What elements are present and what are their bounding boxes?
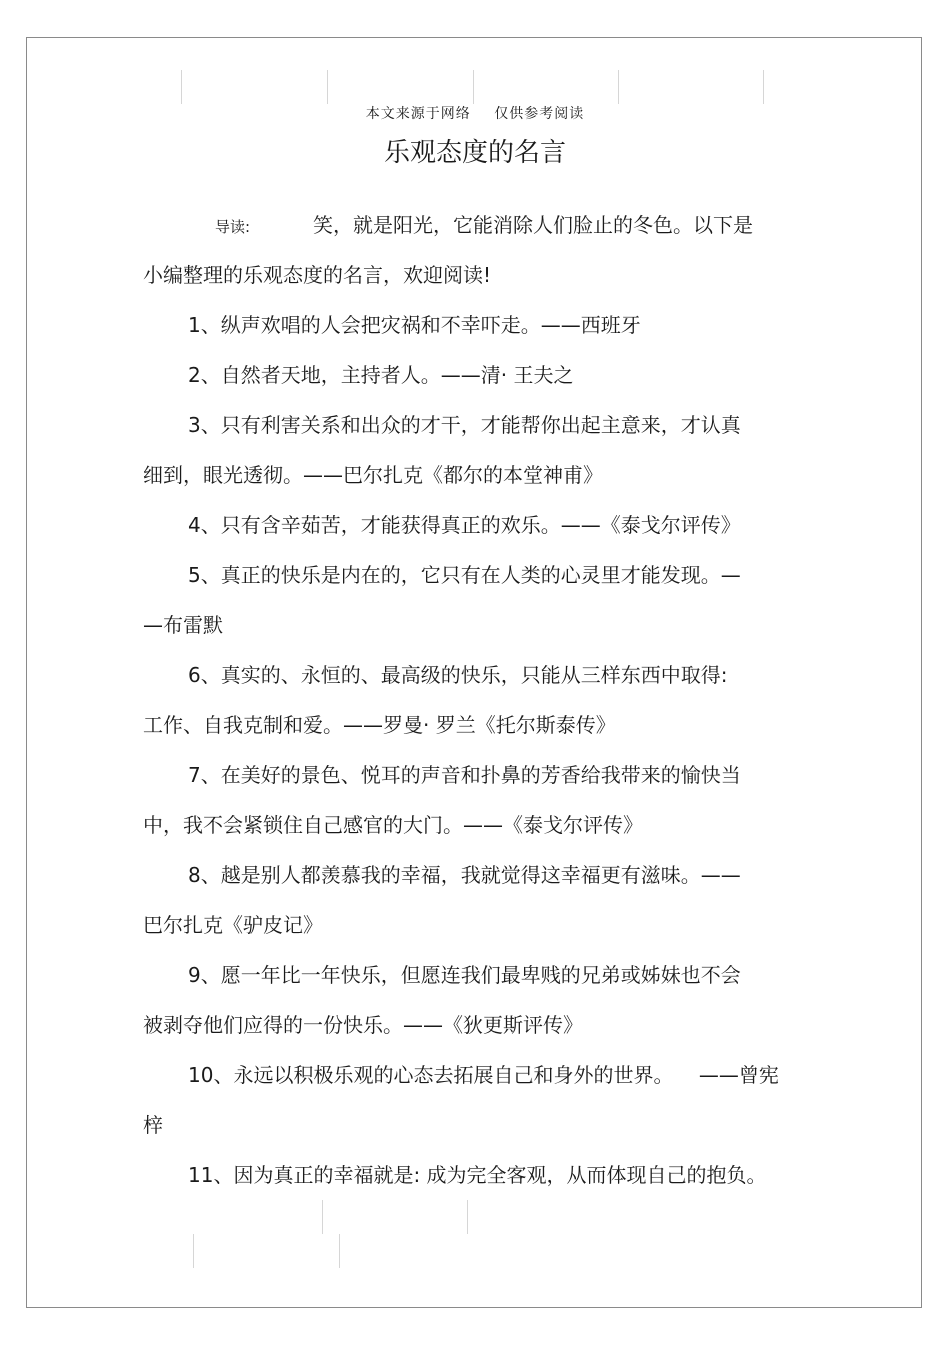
top-divider-line: [763, 70, 764, 104]
top-divider-line: [473, 70, 474, 104]
intro-text-line-1: 笑，就是阳光，它能消除人们脸止的冬色。以下是: [313, 213, 753, 237]
source-note: 本文来源于网络 仅供参考阅读: [365, 106, 585, 122]
quote-8-line-1: 8、越是别人都羡慕我的幸福，我就觉得这幸福更有滋味。——: [188, 863, 741, 887]
quote-6-line-2: 工作、自我克制和爱。——罗曼· 罗兰《托尔斯泰传》: [143, 713, 616, 737]
quote-8-line-2: 巴尔扎克《驴皮记》: [143, 913, 323, 937]
bottom-divider-line: [339, 1234, 340, 1268]
top-divider-line: [181, 70, 182, 104]
quote-2-line-1: 2、自然者天地，主持者人。——清· 王夫之: [188, 363, 574, 387]
quote-1-line-1: 1、纵声欢唱的人会把灾祸和不幸吓走。——西班牙: [188, 313, 641, 337]
quote-11-line-1: 11、因为真正的幸福就是: 成为完全客观，从而体现自己的抱负。: [188, 1163, 767, 1187]
quote-6-line-1: 6、真实的、永恒的、最高级的快乐，只能从三样东西中取得:: [188, 663, 728, 687]
intro-text-line-2: 小编整理的乐观态度的名言，欢迎阅读!: [143, 263, 492, 287]
intro-label: 导读:: [215, 218, 251, 236]
quote-9-line-1: 9、愿一年比一年快乐，但愿连我们最卑贱的兄弟或姊妹也不会: [188, 963, 741, 987]
quote-4-line-1: 4、只有含辛茹苦，才能获得真正的欢乐。——《泰戈尔评传》: [188, 513, 741, 537]
quote-5-line-2: —布雷默: [143, 613, 223, 637]
document-title: 乐观态度的名言: [383, 138, 566, 168]
quote-5-line-1: 5、真正的快乐是内在的，它只有在人类的心灵里才能发现。—: [188, 563, 741, 587]
quote-10-line-2: 梓: [143, 1113, 163, 1137]
quote-7-line-1: 7、在美好的景色、悦耳的声音和扑鼻的芳香给我带来的愉快当: [188, 763, 741, 787]
quote-3-line-2: 细到，眼光透彻。——巴尔扎克《都尔的本堂神甫》: [143, 463, 603, 487]
bottom-divider-line: [467, 1200, 468, 1234]
top-divider-line: [618, 70, 619, 104]
quote-3-line-1: 3、只有利害关系和出众的才干，才能帮你出起主意来，才认真: [188, 413, 741, 437]
bottom-divider-line: [193, 1234, 194, 1268]
quote-7-line-2: 中，我不会紧锁住自己感官的大门。——《泰戈尔评传》: [143, 813, 643, 837]
quote-10-line-1: 10、永远以积极乐观的心态去拓展自己和身外的世界。 ——曾宪: [188, 1063, 779, 1087]
quote-9-line-2: 被剥夺他们应得的一份快乐。——《狄更斯评传》: [143, 1013, 583, 1037]
bottom-divider-line: [322, 1200, 323, 1234]
top-divider-line: [327, 70, 328, 104]
